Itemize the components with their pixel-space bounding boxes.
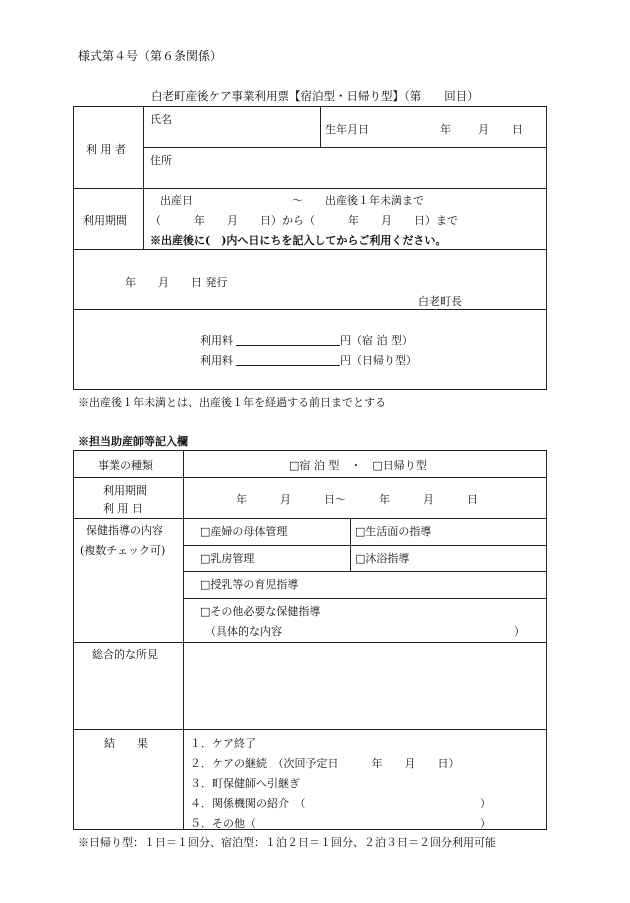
period-label-2: 利 用 日 (103, 502, 143, 515)
result-item-1: １．ケア終了 (190, 737, 256, 750)
findings-label: 総合的な所見 (92, 648, 158, 661)
form-number: 様式第４号（第６条関係） (78, 49, 223, 63)
result-item-4-close: ） (480, 797, 491, 810)
slip-title: 白老町産後ケア事業利用票【宿泊型・日帰り型】（第 回目） (151, 89, 479, 103)
period-line-1: 出産日 ～ 出産後１年未満まで (160, 194, 424, 207)
result-item-2: ２．ケアの継続 （次回予定日 年 月 日） (190, 757, 460, 770)
fee-label-stay: 利用料 (200, 334, 233, 347)
dob-label: 生年月日 (325, 123, 369, 136)
midwife-footnote: ※日帰り型：１日＝１回分、宿泊型：１泊２日＝１回分、２泊３日＝２回分利用可能 (78, 836, 496, 849)
service-type-options: □宿 泊 型 ・ □日帰り型 (289, 459, 427, 472)
guidance-breast: □乳房管理 (200, 552, 255, 565)
issuer: 白老町長 (418, 295, 462, 308)
guidance-other-detail: （具体的な内容 (205, 625, 282, 638)
guidance-maternal: □産婦の母体管理 (200, 525, 288, 538)
issue-date: 年 月 日 発行 (125, 276, 228, 289)
usage-slip-table (73, 106, 547, 390)
period-note: ※出産後に( )内へ日にちを記入してからご利用ください。 (150, 234, 447, 247)
slip-footnote: ※出産後１年未満とは、出産後１年を経過する前日までとする (78, 396, 386, 409)
guidance-bathing: □沐浴指導 (355, 552, 410, 565)
midwife-record-table (73, 450, 547, 830)
guidance-other: □その他必要な保健指導 (200, 605, 321, 618)
guidance-feeding: □授乳等の育児指導 (200, 578, 299, 591)
guidance-other-close: ） (514, 625, 525, 638)
dob-year: 年 (440, 123, 451, 136)
guidance-label-1: 保健指導の内容 (86, 524, 163, 537)
period-line-2: （ 年 月 日）から（ 年 月 日）まで (150, 214, 458, 227)
result-item-4: ４．関係機関の紹介 （ (190, 797, 306, 810)
fee-unit-day: 円（日帰り型） (340, 354, 417, 367)
result-item-5-close: ） (480, 817, 491, 830)
result-item-3: ３．町保健師へ引継ぎ (190, 777, 300, 790)
period-label: 利用期間 (83, 214, 127, 227)
guidance-label-2: (複数チェック可) (80, 544, 166, 557)
period-value: 年 月 日～ 年 月 日 (236, 493, 478, 506)
guidance-lifestyle: □生活面の指導 (355, 525, 432, 538)
fee-unit-stay: 円（宿 泊 型） (340, 334, 413, 347)
dob-day: 日 (512, 123, 523, 136)
result-item-5: ５．その他（ (190, 817, 256, 830)
dob-month: 月 (478, 123, 489, 136)
address-label: 住所 (150, 154, 172, 167)
period-label-1: 利用期間 (103, 484, 147, 497)
fee-label-day: 利用料 (200, 354, 233, 367)
name-label: 氏名 (150, 113, 172, 126)
result-label: 結 果 (104, 737, 148, 750)
user-label: 利 用 者 (86, 143, 126, 156)
midwife-section-title: ※担当助産師等記入欄 (78, 435, 188, 448)
service-type-label: 事業の種類 (98, 459, 153, 472)
